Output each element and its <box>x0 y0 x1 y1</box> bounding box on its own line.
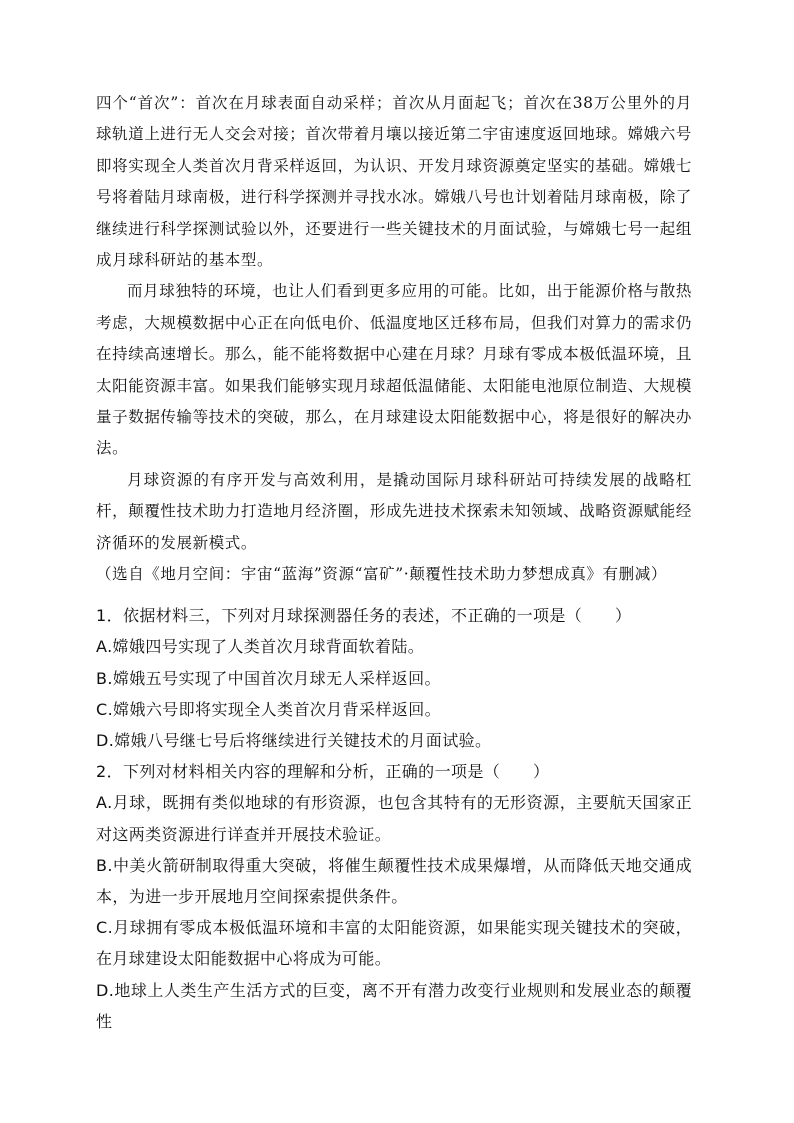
option-d: D.地球上人类生产生活方式的巨变，离不开有潜力改变行业规则和发展业态的颠覆性 <box>96 980 692 1031</box>
document-page <box>96 88 692 1068</box>
option-d: D.嫦娥八号继七号后将继续进行关键技术的月面试验。 <box>96 730 492 750</box>
option-a: A.嫦娥四号实现了人类首次月球背面软着陆。 <box>96 637 425 657</box>
question-stem: 1．依据材料三，下列对月球探测器任务的表述，不正确的一项是（ ） <box>96 606 632 626</box>
passage-paragraph-2: 而月球独特的环境，也让人们看到更多应用的可能。比如，出于能源价格与散热考虑，大规模数据中心正在向低电价、低温度地区迁移布局，但我们对算力的需求仍在持续高速增长。那么，能不能将数据中心建在月球？月球有零成本极低温环境，且太阳能资源丰富。如果我们能够实现月球超低温储能、太阳能电池原位制造、大规模量子数据传输等技术的突破，那么，在月球建设太阳能数据中心，将是很好的解决办法。 <box>96 282 692 458</box>
option-c: C.月球拥有零成本极低温环境和丰富的太阳能资源，如果能实现关键技术的突破，在月球建设太阳能数据中心将成为可能。 <box>96 918 692 969</box>
option-a: A.月球，既拥有类似地球的有形资源，也包含其特有的无形资源，主要航天国家正对这两类资源进行详查并开展技术验证。 <box>96 793 692 844</box>
option-c: C.嫦娥六号即将实现全人类首次月背采样返回。 <box>96 699 442 719</box>
question-1 <box>96 600 692 756</box>
option-b: B.中美火箭研制取得重大突破，将催生颠覆性技术成果爆增，从而降低天地交通成本，为进一步开展地月空间探索提供条件。 <box>96 855 692 906</box>
passage-source: （选自《地月空间：宇宙“蓝海”资源“富矿”·颠覆性技术助力梦想成真》有删减） <box>96 565 667 584</box>
question-2 <box>96 756 692 1037</box>
passage <box>96 88 692 590</box>
passage-paragraph-1: 四个“首次”：首次在月球表面自动采样；首次从月面起飞；首次在38万公里外的月球轨道上进行无人交会对接；首次带着月壤以接近第二宇宙速度返回地球。嫦娥六号即将实现全人类首次月背采样返回，为认识、开发月球资源奠定坚实的基础。嫦娥七号将着陆月球南极，进行科学探测并寻找水冰。嫦娥八号也计划着陆月球南极，除了继续进行科学探测试验以外，还要进行一些关键技术的月面试验，与嫦娥七号一起组成月球科研站的基本型。 <box>96 94 692 270</box>
question-list <box>96 600 692 1037</box>
option-b: B.嫦娥五号实现了中国首次月球无人采样返回。 <box>96 668 441 688</box>
question-stem: 2．下列对材料相关内容的理解和分析，正确的一项是（ ） <box>96 762 550 782</box>
passage-paragraph-3: 月球资源的有序开发与高效利用，是撬动国际月球科研站可持续发展的战略杠杆，颠覆性技术助力打造地月经济圈，形成先进技术探索未知领域、战略资源赋能经济循环的发展新模式。 <box>96 470 692 552</box>
